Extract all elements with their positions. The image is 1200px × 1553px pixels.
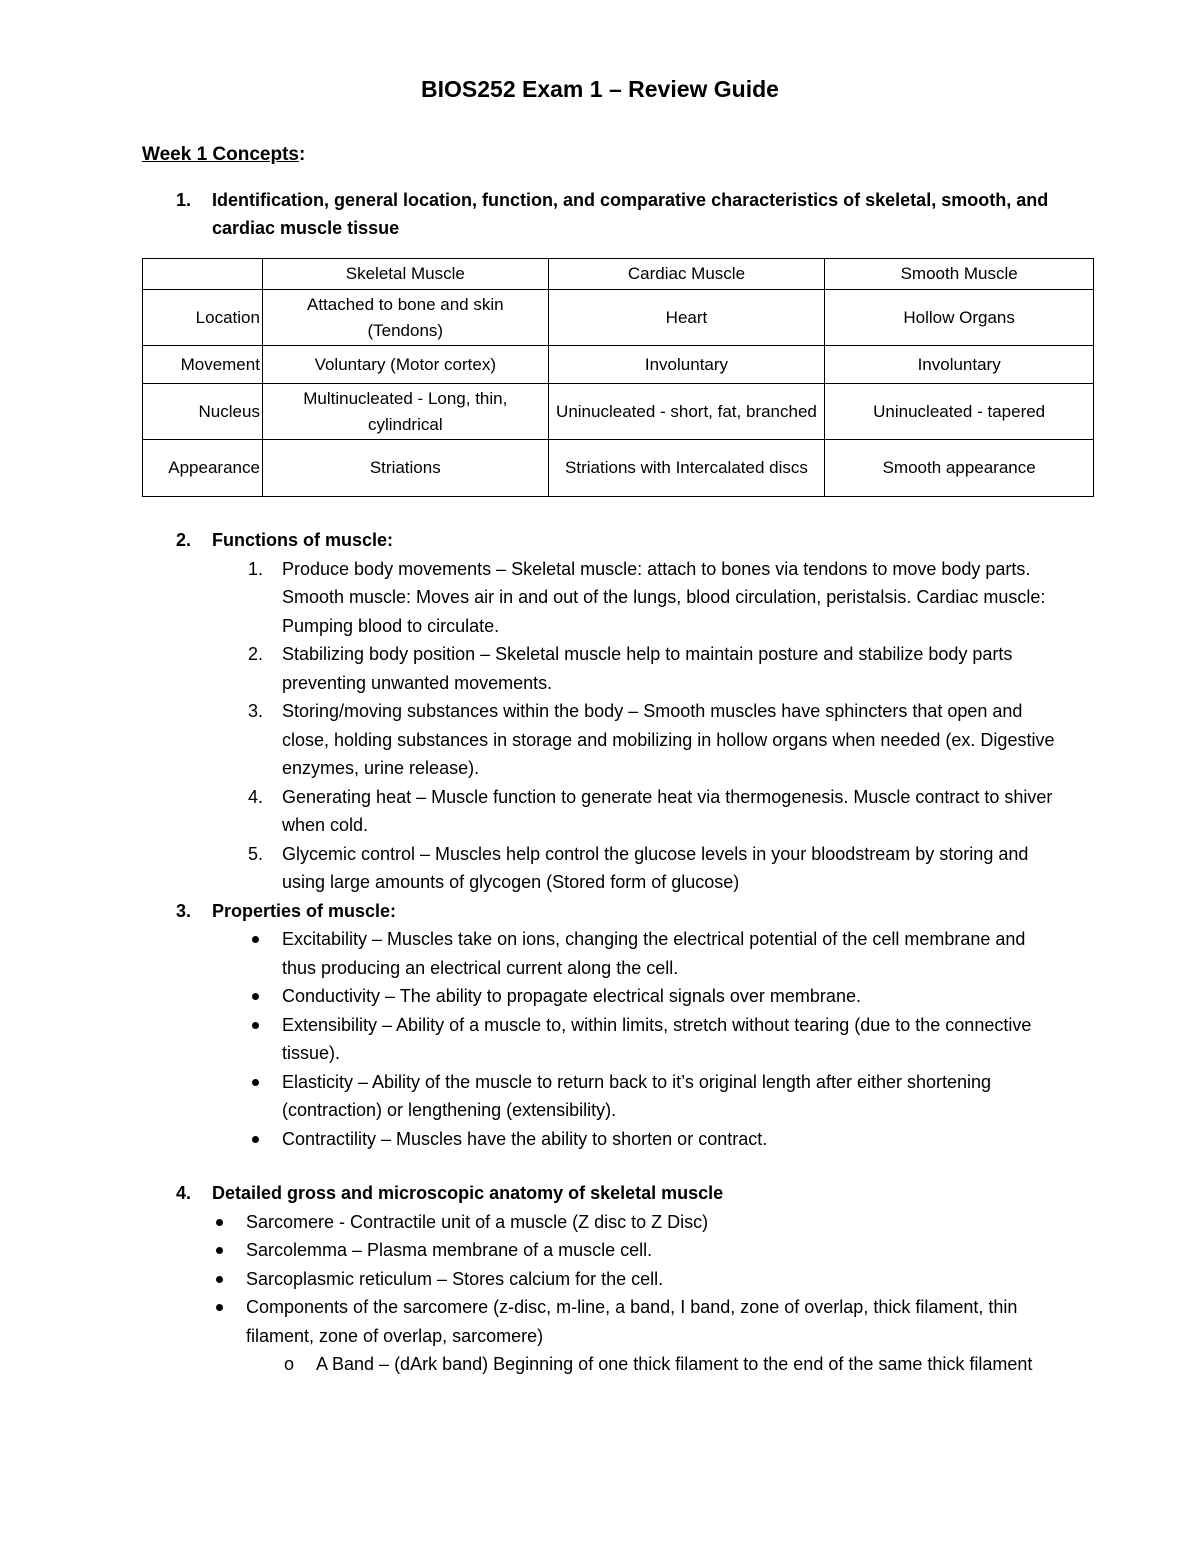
list-item-number: 5. [248, 843, 264, 864]
table-row [143, 384, 1094, 440]
table-row-label: Nucleus [143, 384, 263, 440]
week-heading [142, 144, 305, 166]
table-row-label: Appearance [143, 440, 263, 497]
table-cell: Striations with Intercalated discs [548, 440, 825, 497]
list-item-text: Contractility – Muscles have the ability to shorten or contract. [282, 1128, 768, 1149]
list-item [176, 697, 1076, 783]
bullet-icon [216, 1247, 223, 1254]
section-2-number: 2. [176, 530, 192, 550]
list-item-number: 1. [248, 558, 264, 579]
list-item-number: 4. [248, 786, 264, 807]
week-heading-colon: : [298, 144, 306, 165]
bullet-icon [252, 993, 259, 1000]
list-item [176, 640, 1076, 697]
list-item-text: Excitability – Muscles take on ions, changing the electrical potential of the cell membrane and thus producing an electrical current along the cell. [282, 929, 1026, 978]
list-item-text: Stabilizing body position – Skeletal muscle help to maintain posture and stabilize body parts preventing unwanted movements. [282, 644, 1013, 693]
table-cell: Smooth appearance [825, 440, 1094, 497]
bullet-icon [252, 936, 259, 943]
list-item [176, 783, 1076, 840]
list-item-text: Extensibility – Ability of a muscle to, within limits, stretch without tearing (due to the connective tissue). [282, 1014, 1032, 1063]
table-row-label: Movement [143, 346, 263, 384]
section-4-heading [176, 1179, 1076, 1208]
list-item-text: Sarcolemma – Plasma membrane of a muscle cell. [246, 1240, 653, 1260]
section-1-number: 1. [176, 190, 192, 210]
list-item [176, 1068, 1076, 1125]
list-item [176, 1011, 1076, 1068]
list-item [176, 1208, 1076, 1237]
list-item-text: Conductivity – The ability to propagate electrical signals over membrane. [282, 986, 861, 1006]
list-item [176, 982, 1076, 1011]
muscle-comparison-table [142, 258, 1094, 497]
table-cell: Attached to bone and skin (Tendons) [262, 290, 548, 346]
list-item [176, 1293, 1076, 1350]
list-item-number: 3. [248, 701, 264, 721]
table-cell: Uninucleated - tapered [825, 384, 1094, 440]
table-cell: Hollow Organs [825, 290, 1094, 346]
section-1-title: Identification, general location, function, and comparative characteristics of skeletal, smooth, and cardiac muscle tissue [212, 190, 1049, 238]
bullet-icon [252, 1022, 259, 1029]
section-2-title: Functions of muscle: [212, 530, 394, 550]
table-row [143, 290, 1094, 346]
bullet-icon [216, 1276, 223, 1283]
table-row [143, 440, 1094, 497]
section-1-heading [176, 186, 1066, 242]
list-item [176, 555, 1076, 641]
list-item-text: Sarcomere - Contractile unit of a muscle (Z disc to Z Disc) [246, 1211, 709, 1232]
list-item [176, 1125, 1076, 1154]
table-header-row [143, 259, 1094, 290]
table-header-cell: Smooth Muscle [825, 259, 1094, 290]
table-cell: Multinucleated - Long, thin, cylindrical [262, 384, 548, 440]
table-cell: Heart [548, 290, 825, 346]
list-item [176, 1236, 1076, 1265]
list-item [176, 1265, 1076, 1294]
list-item-number: 2. [248, 644, 264, 664]
bullet-icon [252, 1079, 259, 1086]
list-item-text: Storing/moving substances within the body – Smooth muscles have sphincters that open and close, holding substances in storage and mobilizing in hollow organs when needed (ex. Digestive enzymes, urine release). [282, 701, 1055, 778]
section-3-number: 3. [176, 900, 192, 921]
table-cell: Striations [262, 440, 548, 497]
sub-list-marker: o [284, 1354, 295, 1374]
table-row [143, 346, 1094, 384]
section-4 [176, 1179, 1076, 1379]
section-3-heading [176, 897, 1076, 926]
table-header-cell: Cardiac Muscle [548, 259, 825, 290]
list-item-text: Components of the sarcomere (z-disc, m-line, a band, I band, zone of overlap, thick filament, thin filament, zone of overlap, sarcomere) [246, 1297, 1018, 1346]
list-item [176, 840, 1076, 897]
bullet-icon [252, 1136, 259, 1143]
list-item-text: Generating heat – Muscle function to generate heat via thermogenesis. Muscle contract to shiver when cold. [282, 786, 1053, 835]
table-row-label: Location [143, 290, 263, 346]
table-cell: Involuntary [825, 346, 1094, 384]
sub-list-item [176, 1350, 1076, 1379]
sub-list-item-text: A Band – (dArk band) Beginning of one thick filament to the end of the same thick filament [316, 1354, 1033, 1374]
bullet-icon [216, 1304, 223, 1311]
section-2-heading [176, 526, 1076, 555]
list-item-text: Produce body movements – Skeletal muscle: attach to bones via tendons to move body parts. Smooth muscle: Moves air in and out of the lungs, blood circulation, peristalsis. Cardiac muscle: Pumping blood to circulate. [282, 558, 1046, 636]
list-item-text: Glycemic control – Muscles help control the glucose levels in your bloodstream by storing and using large amounts of glycogen (Stored form of glucose) [282, 843, 1029, 892]
document-title: BIOS252 Exam 1 – Review Guide [421, 76, 779, 102]
section-4-title: Detailed gross and microscopic anatomy of skeletal muscle [212, 1183, 724, 1203]
sections-2-3 [176, 526, 1076, 1153]
bullet-icon [216, 1219, 223, 1226]
table-header-cell [143, 259, 263, 290]
table-cell: Uninucleated - short, fat, branched [548, 384, 825, 440]
table-cell: Voluntary (Motor cortex) [262, 346, 548, 384]
table-header-cell: Skeletal Muscle [262, 259, 548, 290]
section-3-title: Properties of muscle: [212, 900, 397, 921]
table-cell: Involuntary [548, 346, 825, 384]
list-item-text: Elasticity – Ability of the muscle to return back to it’s original length after either shortening (contraction) or lengthening (extensibility). [282, 1071, 992, 1120]
section-4-number: 4. [176, 1183, 192, 1203]
list-item [176, 925, 1076, 982]
list-item-text: Sarcoplasmic reticulum – Stores calcium for the cell. [246, 1268, 664, 1289]
week-heading-text: Week 1 Concepts [142, 144, 299, 165]
